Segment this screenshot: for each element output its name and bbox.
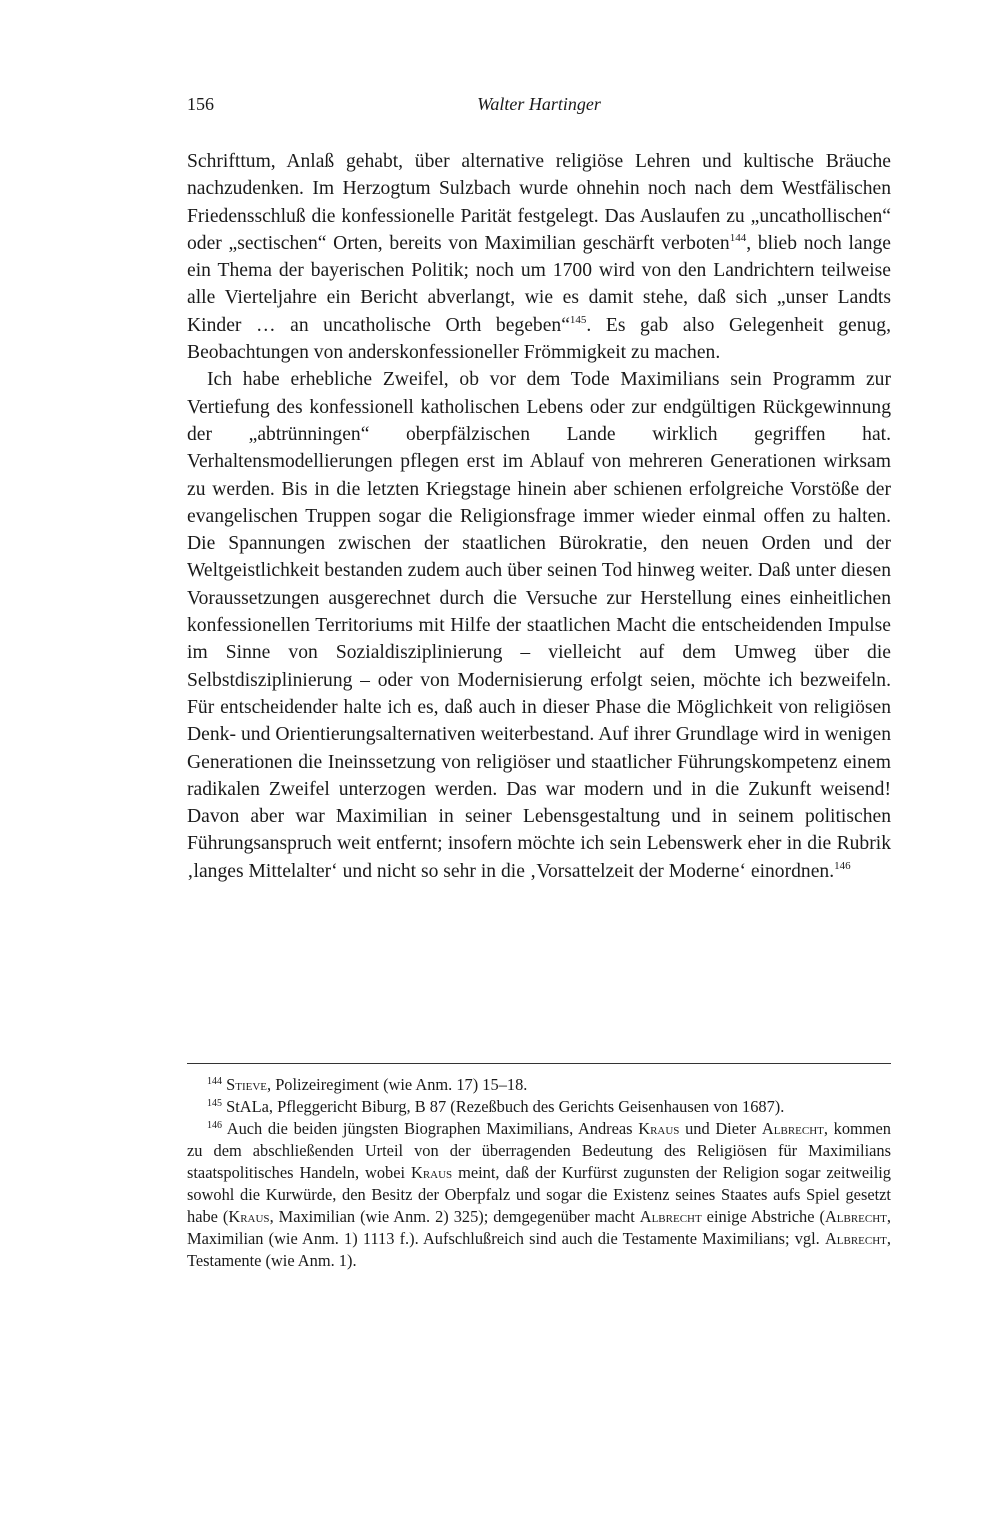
footnote-144 bbox=[187, 1074, 891, 1096]
paragraph-1-text-a: Schrifttum, Anlaß gehabt, über alternative religiöse Lehren und kultische Bräuche nachzudenken. Im Herzogtum Sulzbach wurde ohnehin noch nach dem Westfälischen Friedensschluß die konfessionelle Parität festgelegt. Das Auslaufen zu „uncathollischen“ oder „sectischen“ Orten, bereits von Maximilian geschärft verboten bbox=[187, 151, 891, 254]
footnote-text: , Testamente (wie Anm. 1). bbox=[187, 1229, 891, 1270]
paragraph-2-text: Ich habe erhebliche Zweifel, ob vor dem Tode Maximilians sein Programm zur Vertiefung des konfessionell katholischen Lebens oder zur endgültigen Rückgewinnung der „abtrünningen“ oberpfälzischen Lande wirklich gegriffen hat. Verhaltensmodellierungen pflegen erst im Ablauf von mehreren Generationen wirksam zu werden. Bis in die letzten Kriegstage hinein aber schienen erfolgreiche Vorstöße der evangelischen Truppen sogar die Religionsfrage immer wieder einmal offen zu halten. Die Spannungen zwischen der staatlichen Bürokratie, den neuen Orden und der Weltgeistlichkeit bestanden zudem auch über seinen Tod hinweg weiter. Daß unter diesen Voraussetzungen ausgerechnet durch die Versuche zur Herstellung eines einheitlichen konfessionellen Territoriums mit Hilfe der staatlichen Macht die entscheidenden Impulse im Sinne von Sozialdisziplinierung – vielleicht auf dem Umweg über die Selbstdisziplinierung – oder von Modernisierung erfolgt seien, möchte ich bezweifeln. Für entscheidender halte ich es, daß auch in dieser Phase die Möglichkeit von religiösen Denk- und Orientierungsalternativen weiterbestand. Auf ihrer Grundlage wird in wenigen Generationen die Ineinssetzung von religiöser und staatlicher Führungskompetenz einem radikalen Zweifel unterzogen werden. Das war modern und in die Zukunft weisend! Davon aber war Maximilian in seiner Lebensgestaltung und in seinem politischen Führungsanspruch weit entfernt; insofern möchte ich sein Lebenswerk eher in die Rubrik ‚langes Mittelalter‘ und nicht so sehr in die ‚Vorsattelzeit der Moderne‘ einordnen. bbox=[187, 369, 891, 882]
footnote-text: , kommen zu dem abschließenden Urteil von der überragenden Bedeutung des Religiösen für Maximilians staatspolitisches Handeln, wobei bbox=[187, 1119, 891, 1182]
footnote-146 bbox=[187, 1118, 891, 1272]
author-name: Kraus bbox=[638, 1119, 680, 1138]
author-name: Kraus bbox=[410, 1163, 453, 1182]
paragraph-1-text-b: , blieb noch lange ein Thema der bayerischen Politik; noch um 1700 wird von den Landrichtern teilweise alle Vierteljahre ein Bericht abverlangt, wie es damit stehe, daß sich „unser Landts Kinder … an uncatholische Orth begeben“ bbox=[187, 232, 891, 336]
paragraph-2 bbox=[187, 366, 891, 885]
footnote-ref-145[interactable]: 145 bbox=[569, 313, 587, 326]
paragraph-1 bbox=[187, 148, 891, 366]
footnote-text: und Dieter bbox=[679, 1119, 762, 1138]
paragraph-1-text-c: . Es gab also Gelegenheit genug, Beobachtungen von anderskonfessioneller Frömmigkeit zu machen. bbox=[187, 314, 892, 364]
footnote-number: 144 bbox=[207, 1076, 222, 1087]
author-name: Stieve bbox=[226, 1075, 267, 1094]
author-name: Albrecht bbox=[824, 1207, 887, 1226]
footnote-separator bbox=[187, 1063, 891, 1064]
footnote-text: , Maximilian (wie Anm. 1) 1113 f.). Aufschlußreich sind auch die Testamente Maximilians; vgl. bbox=[187, 1207, 891, 1248]
main-text bbox=[187, 148, 891, 885]
footnote-text: einige Abstriche ( bbox=[701, 1207, 825, 1226]
author-name: Albrecht bbox=[761, 1119, 824, 1138]
author-name: Albrecht bbox=[639, 1207, 702, 1226]
page-number: 156 bbox=[187, 94, 214, 114]
footnote-text: , Polizeiregiment (wie Anm. 17) 15–18. bbox=[267, 1075, 528, 1094]
footnote-text: meint, daß der Kurfürst zugunsten der Religion sogar zeitweilig sowohl die Kurwürde, den Besitz der Oberpfalz und sogar die Existenz seines Staates aufs Spiel gesetzt habe ( bbox=[187, 1163, 892, 1226]
footnote-text: , Maximilian (wie Anm. 2) 325); demgegenüber macht bbox=[269, 1207, 640, 1226]
page-header bbox=[187, 94, 891, 124]
author-name: Albrecht bbox=[824, 1229, 887, 1248]
running-title: Walter Hartinger bbox=[477, 94, 601, 114]
footnote-ref-146[interactable]: 146 bbox=[834, 859, 851, 872]
author-name: Kraus bbox=[228, 1207, 270, 1226]
footnote-145 bbox=[187, 1096, 891, 1118]
footnote-text: Auch die beiden jüngsten Biographen Maximilians, Andreas bbox=[226, 1119, 639, 1138]
footnote-ref-144[interactable]: 144 bbox=[729, 231, 747, 244]
footnote-number: 146 bbox=[207, 1120, 222, 1131]
footnote-number: 145 bbox=[207, 1098, 222, 1109]
footnotes bbox=[187, 1074, 891, 1272]
footnote-text: StALa, Pfleggericht Biburg, B 87 (Rezeßbuch des Gerichts Geisenhausen von 1687). bbox=[226, 1097, 785, 1116]
